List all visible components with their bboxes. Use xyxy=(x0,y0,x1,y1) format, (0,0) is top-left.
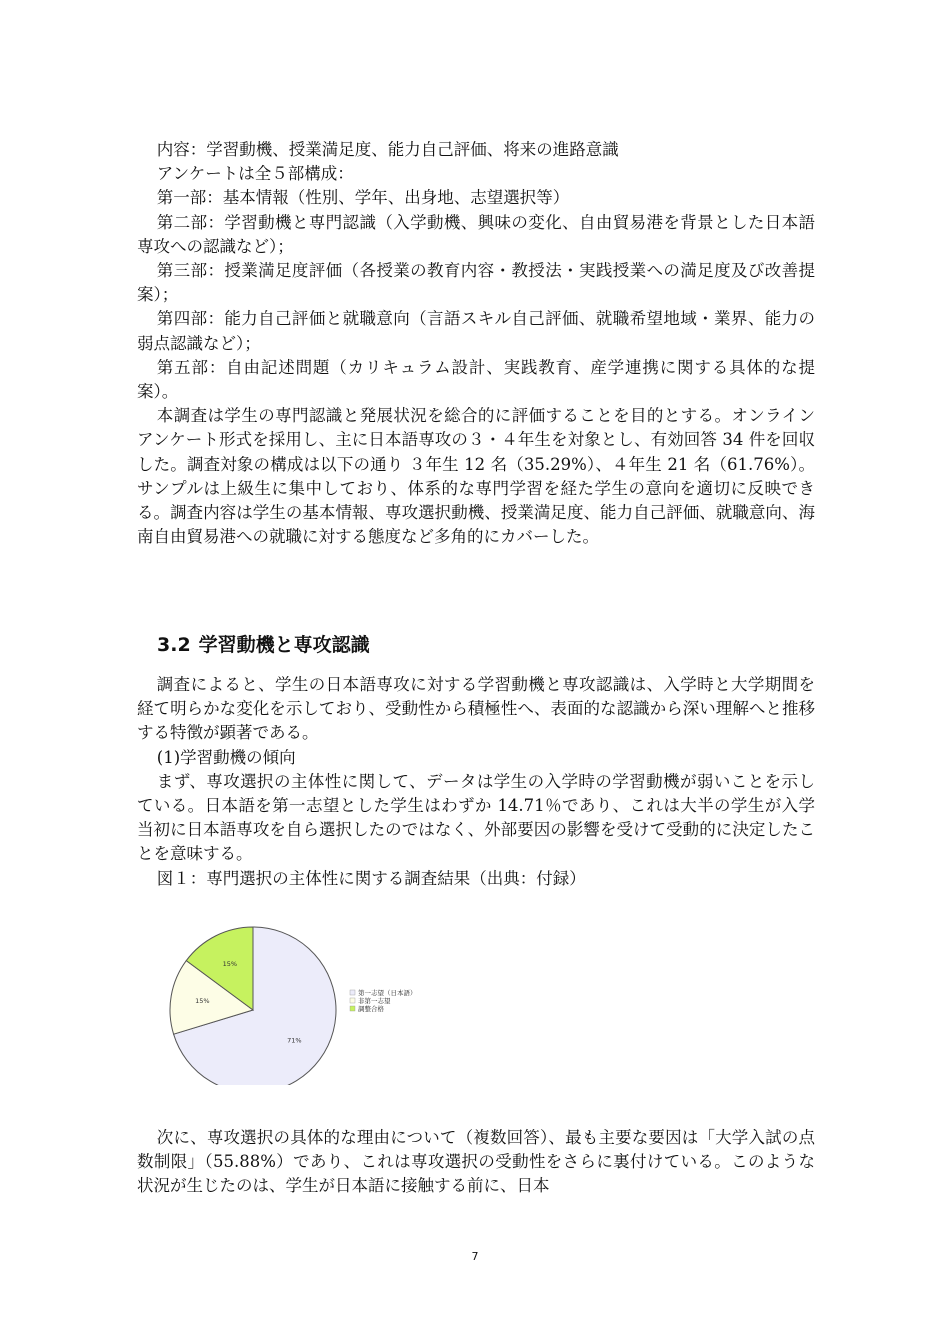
figure-caption: 図１：専門選択の主体性に関する調査結果（出典：付録） xyxy=(156,868,586,888)
slice-label: 15% xyxy=(195,997,210,1006)
legend-label: 第一志望（日本語） xyxy=(358,989,417,997)
legend-label: 調整合格 xyxy=(358,1005,384,1013)
section-heading xyxy=(157,630,378,657)
legend-swatch xyxy=(350,1006,355,1011)
paragraph: 次に、専攻選択の具体的な理由について（複数回答）、最も主要な要因は「大学入試の点数制限」（55.88%）であり、これは専攻選択の受動性をさらに裏付けている。このような状況が生じたのは、学生が日本語に接触する前に、日本 xyxy=(137,1128,815,1196)
slice-label: 71% xyxy=(287,1036,302,1045)
paragraph: 第一部：基本情報（性別、学年、出身地、志望選択等） xyxy=(156,188,570,208)
paragraph: 第二部：学習動機と専門認識（入学動機、興味の変化、自由貿易港を背景とした日本語専攻への認識など）； xyxy=(137,212,815,256)
section-body-1 xyxy=(137,138,815,549)
section-body-2 xyxy=(137,673,815,891)
paragraph: 第四部：能力自己評価と就職意向（言語スキル自己評価、就職希望地域・業界、能力の弱点認識など）； xyxy=(137,309,815,353)
section-body-3 xyxy=(137,1126,815,1199)
legend-label: 非第一志望 xyxy=(358,997,391,1005)
legend-swatch xyxy=(350,998,355,1003)
slice-label: 15% xyxy=(222,960,238,969)
paragraph: まず、専攻選択の主体性に関して、データは学生の入学時の学習動機が弱いことを示している。日本語を第一志望とした学生はわずか 14.71％であり、これは大半の学生が入学当初に日本語専攻を自ら選択したのではなく、外部要因の影響を受けて受動的に決定したことを意味する。 xyxy=(137,771,815,864)
paragraph: アンケートは全５部構成： xyxy=(156,164,354,184)
pie-chart xyxy=(165,925,485,1085)
paragraph: (1)学習動機の傾向 xyxy=(156,747,296,767)
paragraph: 内容：学習動機、授業満足度、能力自己評価、将来の進路意識 xyxy=(156,140,619,159)
page-number: 7 xyxy=(471,1250,479,1263)
paragraph: 本調査は学生の専門認識と発展状況を総合的に評価することを目的とする。オンラインアンケート形式を採用し、主に日本語専攻の３・４年生を対象とし、有効回答 34 件を回収した。調査対象の構成は以下の通り ３年生 12 名（35.29%）、４年生 21 名（61.76%）。サンプルは上級生に集中しており、体系的な専門学習を経た学生の意向を適切に反映できる。調査内容は学生の基本情報、専攻選択動機、授業満足度、能力自己評価、就職意向、海南自由貿易港への就職に対する態度など多角的にカバーした。 xyxy=(137,406,815,547)
legend-swatch xyxy=(350,990,355,995)
section-title: 学習動機と専攻認識 xyxy=(198,634,370,656)
section-number: 3.2 xyxy=(157,634,191,656)
paragraph: 調査によると、学生の日本語専攻に対する学習動機と専攻認識は、入学時と大学期間を経て明らかな変化を示しており、受動性から積極性へ、表面的な認識から深い理解へと推移する特徴が顕著である。 xyxy=(137,675,815,743)
paragraph: 第五部：自由記述問題（カリキュラム設計、実践教育、産学連携に関する具体的な提案）。 xyxy=(137,357,815,402)
paragraph: 第三部：授業満足度評価（各授業の教育内容・教授法・実践授業への満足度及び改善提案）； xyxy=(137,261,815,305)
